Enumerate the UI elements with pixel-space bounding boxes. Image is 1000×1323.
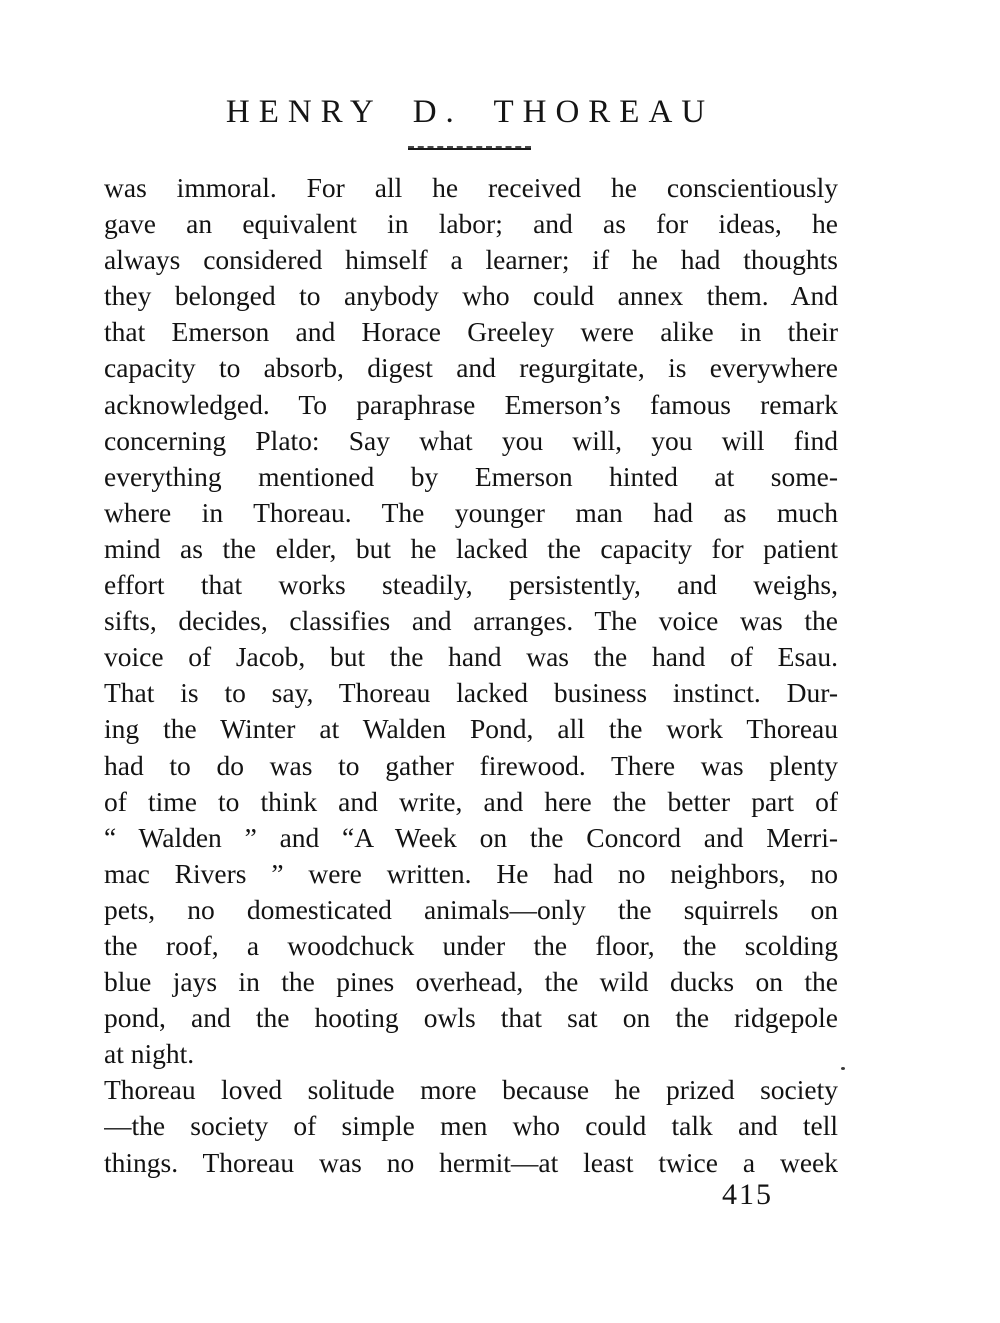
body-line: they belonged to anybody who could annex them. And <box>104 280 838 312</box>
body-line: where in Thoreau. The younger man had as much <box>104 496 838 528</box>
body-line: everything mentioned by Emerson hinted at some- <box>104 460 838 492</box>
scan-speck <box>841 1067 845 1070</box>
body-line: pond, and the hooting owls that sat on the ridgepole <box>104 1002 838 1034</box>
body-line: acknowledged. To paraphrase Emerson’s famous remark <box>104 388 838 420</box>
body-text-block <box>104 170 838 1181</box>
page-number: 415 <box>722 1178 773 1211</box>
body-line: was immoral. For all he received he conscientiously <box>104 172 838 203</box>
body-line: gave an equivalent in labor; and as for ideas, he <box>104 208 838 240</box>
body-line: ing the Winter at Walden Pond, all the work Thoreau <box>104 713 838 745</box>
body-line: concerning Plato: Say what you will, you will find <box>104 424 838 456</box>
body-line: things. Thoreau was no hermit—at least twice a week <box>104 1146 838 1178</box>
body-line: That is to say, Thoreau lacked business instinct. Dur- <box>104 677 838 709</box>
body-line: always considered himself a learner; if he had thoughts <box>104 244 838 276</box>
body-line: the roof, a woodchuck under the floor, the scolding <box>104 929 838 961</box>
body-line-paragraph-end: at night. <box>104 1038 195 1070</box>
body-line: sifts, decides, classifies and arranges. The voice was the <box>104 605 838 637</box>
body-line: Thoreau loved solitude more because he prized society <box>104 1074 838 1106</box>
body-line: pets, no domesticated animals—only the squirrels on <box>104 893 838 925</box>
body-line: had to do was to gather firewood. There was plenty <box>104 749 838 781</box>
body-line: —the society of simple men who could talk and tell <box>104 1110 838 1142</box>
body-line: blue jays in the pines overhead, the wild ducks on the <box>104 966 838 998</box>
body-line: capacity to absorb, digest and regurgitate, is everywhere <box>104 352 838 384</box>
body-line: mac Rivers ” were written. He had no neighbors, no <box>104 857 838 889</box>
body-line: mind as the elder, but he lacked the capacity for patient <box>104 532 838 564</box>
body-line: of time to think and write, and here the better part of <box>104 785 838 817</box>
body-line: “ Walden ” and “A Week on the Concord and Merri- <box>104 821 838 853</box>
body-line: that Emerson and Horace Greeley were alike in their <box>104 316 838 348</box>
page-title: HENRY D. THOREAU <box>225 94 715 130</box>
body-line: effort that works steadily, persistently, and weighs, <box>104 569 838 601</box>
body-line: voice of Jacob, but the hand was the hand of Esau. <box>104 641 838 673</box>
title-divider-rule <box>408 146 531 150</box>
